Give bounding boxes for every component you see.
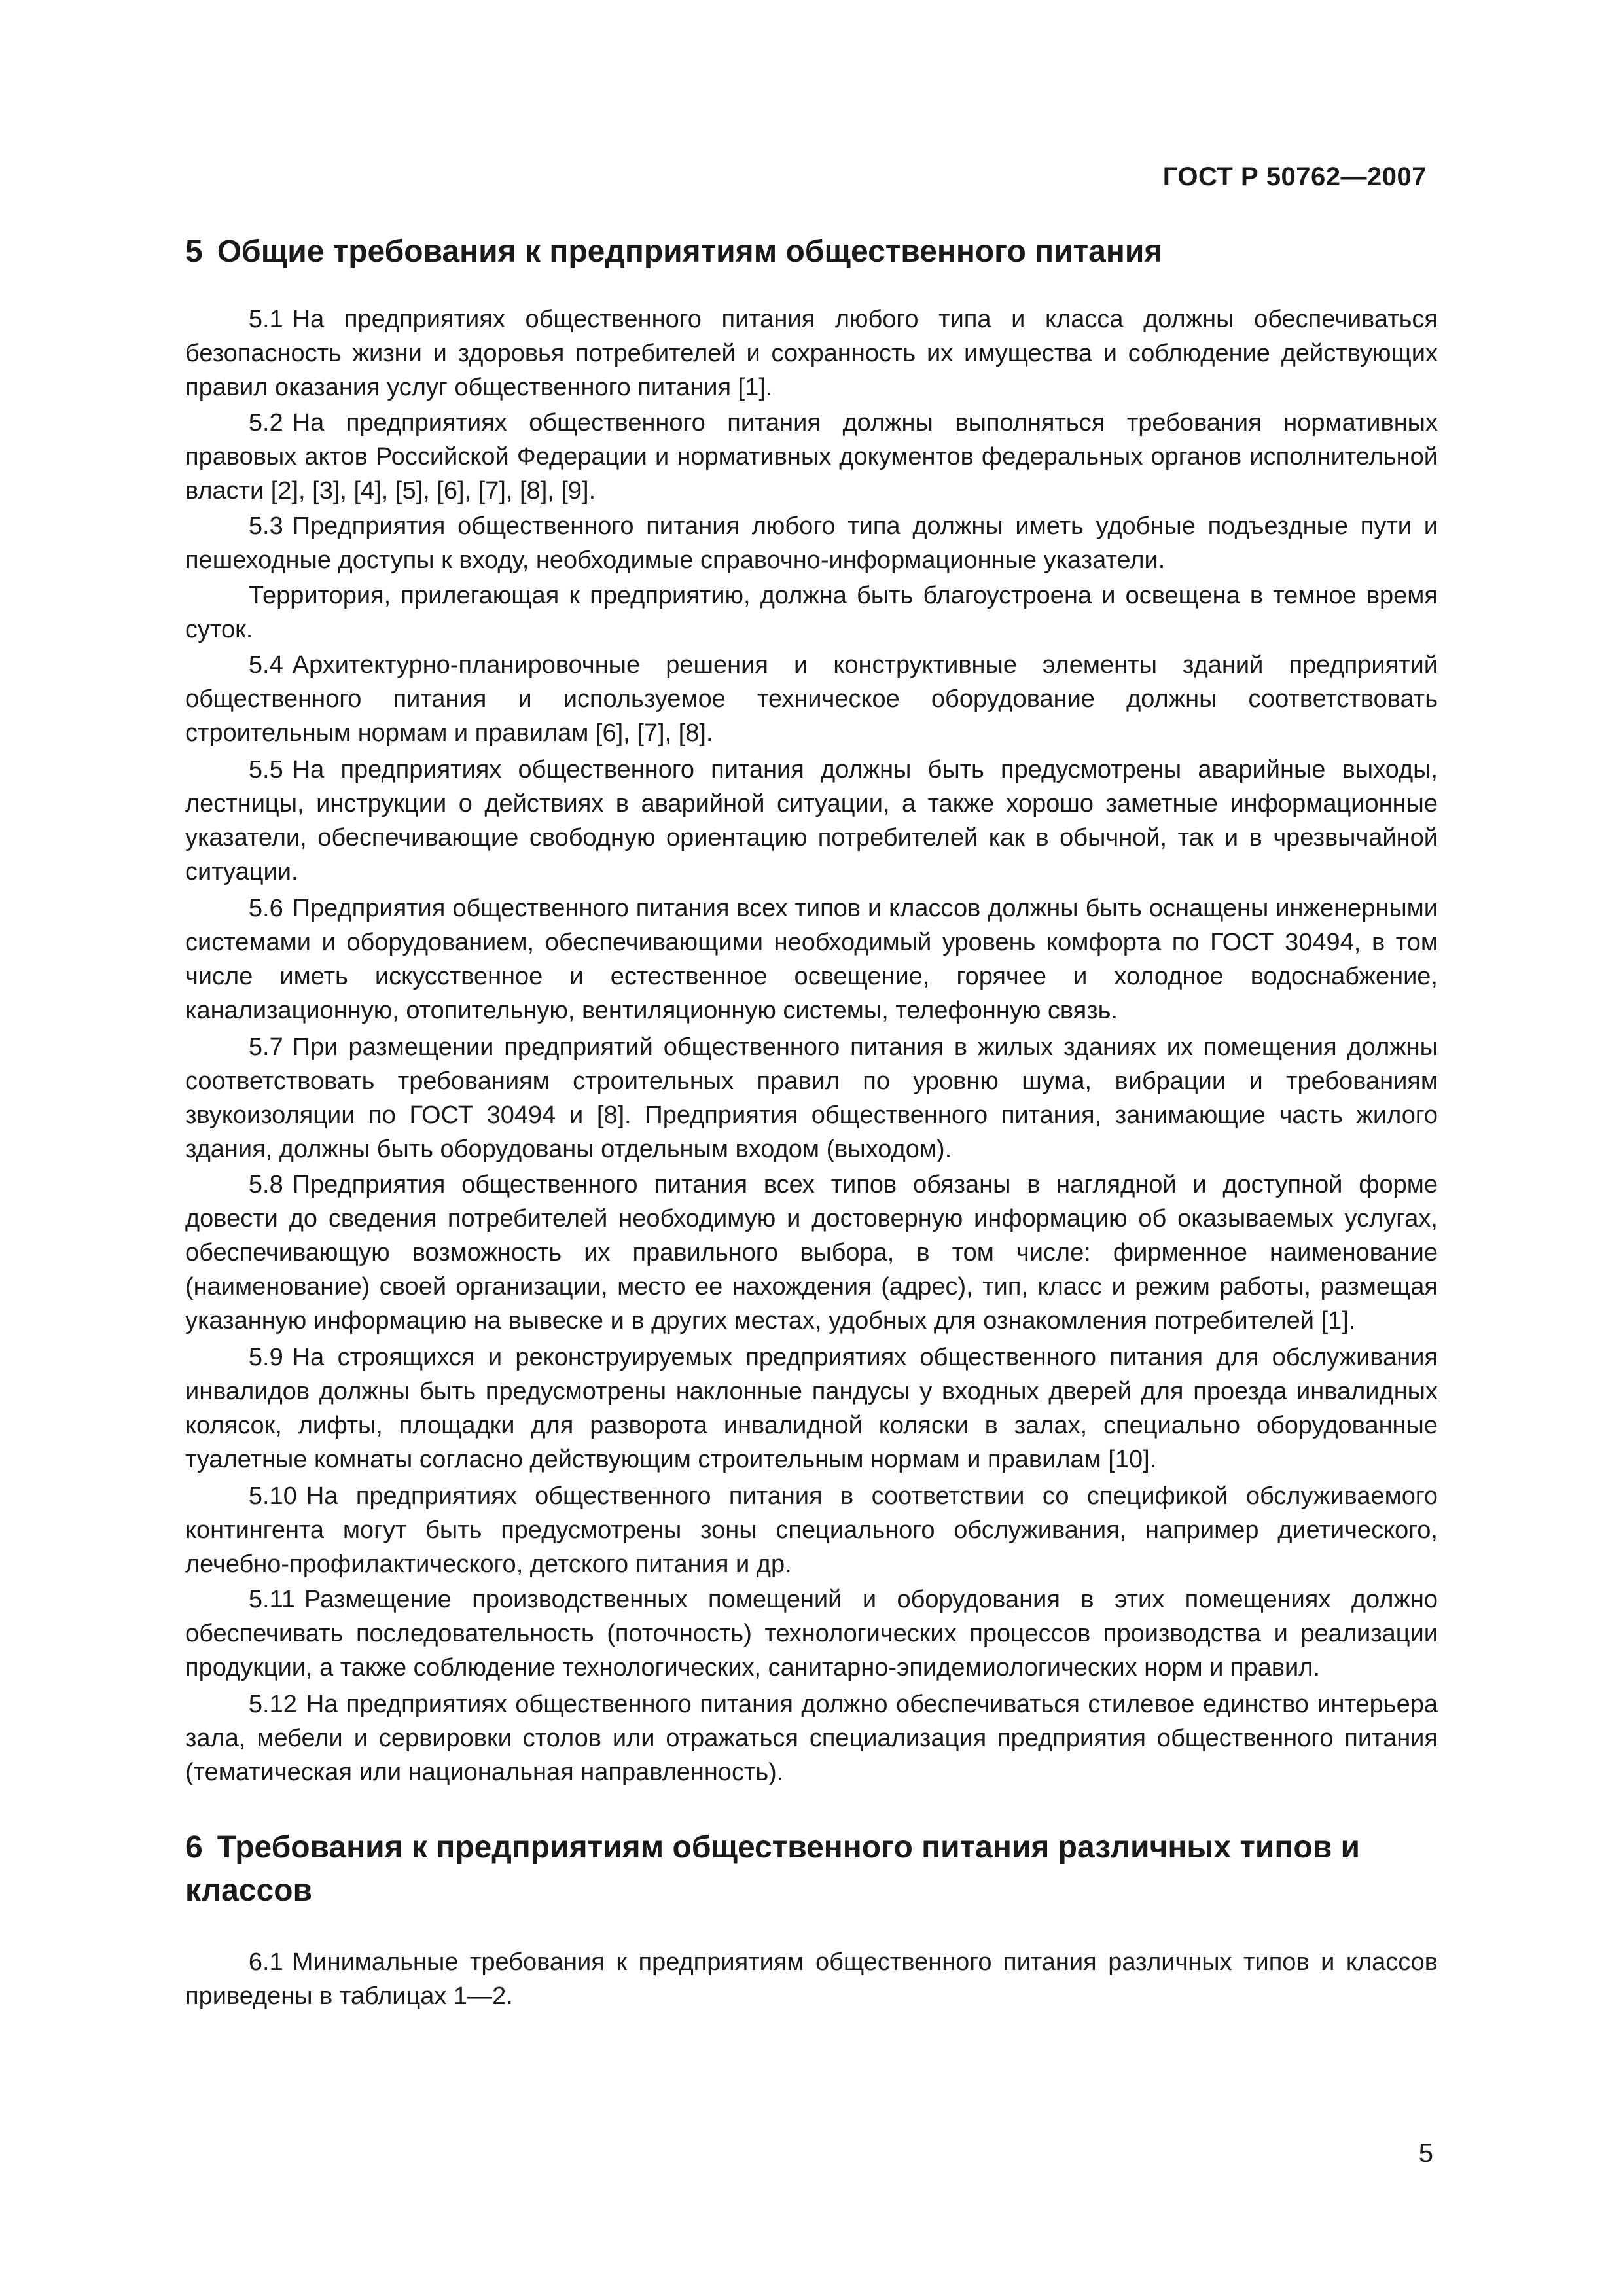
paragraph-number: 5.9 <box>248 1344 283 1371</box>
paragraph-text: На строящихся и реконструируемых предприятиях общественного питания для обслуживания инвалидов должны быть предусмотрены наклонные пандусы у входных дверей для проезда инвалидных колясок, лифты, площадки для разворота инвалидной коляски в залах, специально оборудованные туалетные комнаты согласно действующим строительным нормам и правилам [10]. <box>185 1344 1438 1473</box>
paragraph-text: При размещении предприятий общественного питания в жилых зданиях их помещения должны соответствовать требованиям строительных правил по уровню шума, вибрации и требованиям звукоизоляции по ГОСТ 30494 и [8]. Предприятия общественного питания, занимающие часть жилого здания, должны быть оборудованы отдельным входом (выходом). <box>185 1033 1438 1163</box>
section-5-title <box>185 230 1438 274</box>
paragraph-number: 5.11 <box>248 1586 296 1613</box>
document-id-header: ГОСТ Р 50762—2007 <box>1162 162 1427 191</box>
paragraph-5-5 <box>185 753 1438 889</box>
paragraph-6-1 <box>185 1945 1438 2013</box>
paragraph-text: Предприятия общественного питания всех типов и классов должны быть оснащены инженерными системами и оборудованием, обеспечивающими необходимый уровень комфорта по ГОСТ 30494, в том числе иметь искусственное и естественное освещение, горячее и холодное водоснабжение, канализационную, отопительную, вентиляционную системы, телефонную связь. <box>185 895 1438 1024</box>
paragraph-text: Размещение производственных помещений и оборудования в этих помещениях должно обеспечивать последовательность (поточность) технологических процессов производства и реализации продукции, а также соблюдение технологических, санитарно-эпидемиологических норм и правил. <box>185 1586 1438 1681</box>
paragraph-number: 5.3 <box>248 512 283 540</box>
section-6-title <box>185 1826 1438 1912</box>
section-6-number: 6 <box>185 1830 203 1865</box>
paragraph-number: 5.2 <box>248 409 283 437</box>
paragraph-text: Предприятия общественного питания всех типов обязаны в наглядной и доступной форме довести до сведения потребителей необходимую и достоверную информацию об оказываемых услугах, обеспечивающую возможность их правильного выбора, в том числе: фирменное наименование (наименование) своей организации, место ее нахождения (адрес), тип, класс и режим работы, размещая указанную информацию на вывеске и в других местах, удобных для ознакомления потребителей [1]. <box>185 1171 1438 1335</box>
page-number: 5 <box>1418 2139 1433 2168</box>
paragraph-5-1 <box>185 302 1438 404</box>
paragraph-number: 5.6 <box>248 895 283 922</box>
paragraph-5-7 <box>185 1030 1438 1166</box>
paragraph-5-10 <box>185 1479 1438 1581</box>
paragraph-number: 5.10 <box>248 1482 297 1510</box>
section-5-number: 5 <box>185 234 203 269</box>
paragraph-text: Предприятия общественного питания любого типа должны иметь удобные подъездные пути и пешеходные доступы к входу, необходимые справочно-информационные указатели. <box>185 512 1438 574</box>
paragraph-text: На предприятиях общественного питания должны выполняться требования нормативных правовых актов Российской Федерации и нормативных документов федеральных органов исполнительной власти [2], [3], [4], [5], [6], [7], [8], [9]. <box>185 409 1438 505</box>
paragraph-text: Минимальные требования к предприятиям общественного питания различных типов и классов приведены в таблицах 1—2. <box>185 1948 1438 2010</box>
paragraph-5-11 <box>185 1583 1438 1685</box>
section-5-title-text: Общие требования к предприятиям общественного питания <box>217 234 1163 269</box>
paragraph-5-12 <box>185 1687 1438 1789</box>
paragraph-5-8 <box>185 1168 1438 1338</box>
paragraph-number: 5.5 <box>248 756 283 783</box>
paragraph-number: 5.1 <box>248 306 283 333</box>
paragraph-text: На предприятиях общественного питания должны быть предусмотрены аварийные выходы, лестницы, инструкции о действиях в аварийной ситуации, а также хорошо заметные информационные указатели, обеспечивающие свободную ориентацию потребителей как в обычной, так и в чрезвычайной ситуации. <box>185 756 1438 886</box>
paragraph-5-3 <box>185 509 1438 577</box>
section-6-title-text: Требования к предприятиям общественного питания различных типов и классов <box>185 1830 1361 1908</box>
paragraph-number: 6.1 <box>248 1948 283 1976</box>
paragraph-text: На предприятиях общественного питания должно обеспечиваться стилевое единство интерьера зала, мебели и сервировки столов или отражаться специализация предприятия общественного питания (тематическая или национальная направленность). <box>185 1691 1438 1786</box>
paragraph-text: Территория, прилегающая к предприятию, должна быть благоустроена и освещена в темное время суток. <box>185 582 1438 643</box>
paragraph-number: 5.12 <box>248 1691 297 1718</box>
paragraph-text: Архитектурно-планировочные решения и конструктивные элементы зданий предприятий общественного питания и используемое техническое оборудование должны соответствовать строительным нормам и правилам [6], [7], [8]. <box>185 651 1438 747</box>
paragraph-number: 5.4 <box>248 651 283 679</box>
paragraph-5-4 <box>185 648 1438 750</box>
paragraph-number: 5.8 <box>248 1171 283 1198</box>
paragraph-text: На предприятиях общественного питания любого типа и класса должны обеспечиваться безопасность жизни и здоровья потребителей и сохранность их имущества и соблюдение действующих правил оказания услуг общественного питания [1]. <box>185 306 1438 401</box>
paragraph-text: На предприятиях общественного питания в соответствии со спецификой обслуживаемого контингента могут быть предусмотрены зоны специального обслуживания, например диетического, лечебно-профилактического, детского питания и др. <box>185 1482 1438 1578</box>
paragraph-number: 5.7 <box>248 1033 283 1061</box>
paragraph-5-2 <box>185 406 1438 508</box>
paragraph-5-3-territory <box>185 579 1438 647</box>
paragraph-5-9 <box>185 1340 1438 1477</box>
paragraph-5-6 <box>185 891 1438 1028</box>
